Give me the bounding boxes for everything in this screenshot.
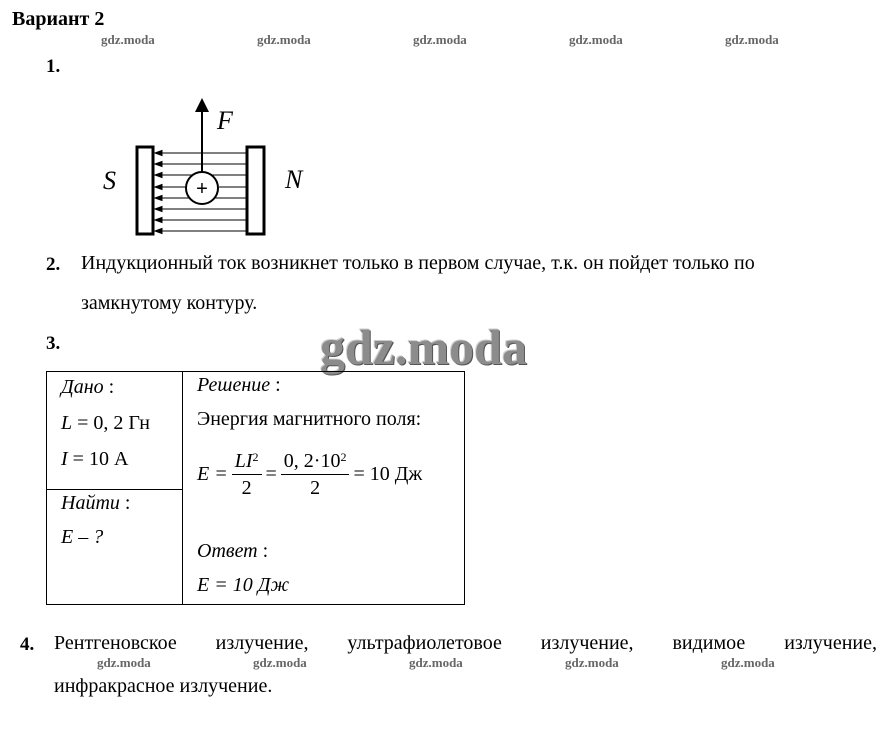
task3-number: 3.	[46, 333, 61, 354]
task2-line1: Индукционный ток возникнет только в первом случае, т.к. он пойдет только по	[81, 252, 755, 274]
answer-header: Ответ	[197, 540, 258, 562]
watermark: gdz.moda	[725, 32, 779, 47]
task4-word: ультрафиолетовое	[347, 632, 502, 654]
find-value: E – ?	[61, 526, 104, 548]
solution-cell: Решение : Энергия магнитного поля: E = $\frac{LI^2}{2}$ = $\frac{0, 2\cdot 10^2}{2}$ = 10 Дж Ответ : E = 10 Дж	[183, 372, 465, 605]
watermark: gdz.moda	[97, 655, 151, 670]
formula-eq: =	[265, 462, 277, 485]
task4-word: излучение,	[215, 632, 309, 654]
formula-num1: LI	[234, 449, 253, 472]
watermark: gdz.moda	[565, 655, 619, 670]
force-arrowhead	[195, 98, 209, 112]
task4-word: излучение,	[540, 632, 634, 654]
task3-table	[46, 371, 465, 605]
magnet-diagram	[95, 92, 320, 242]
formula-den1: 2	[241, 476, 252, 499]
task2-number: 2.	[46, 254, 61, 275]
task4-word: Рентгеновское	[54, 632, 177, 654]
given-cell: Дано : L = 0, 2 Гн I = 10 А	[47, 372, 183, 490]
watermark: gdz.moda	[721, 655, 775, 670]
task1-number: 1.	[46, 56, 61, 77]
current-symbol: +	[196, 178, 208, 200]
big-watermark: gdz.moda	[320, 319, 527, 375]
formula	[197, 444, 464, 504]
watermark: gdz.moda	[413, 32, 467, 47]
watermark: gdz.moda	[569, 32, 623, 47]
watermark: gdz.moda	[409, 655, 463, 670]
formula-num2: 0, 2·10	[283, 449, 341, 472]
given-header: Дано	[61, 376, 104, 398]
task4-word: излучение,	[784, 632, 877, 654]
solution-header: Решение	[197, 374, 271, 396]
task4-number: 4.	[20, 634, 35, 655]
find-header: Найти	[61, 492, 120, 514]
formula-result: = 10 Дж	[353, 462, 423, 485]
task4-word: видимое	[672, 632, 746, 654]
given-I-var: I	[61, 448, 68, 470]
south-pole-bar	[137, 147, 153, 234]
given-I-value: = 10 А	[72, 448, 129, 470]
page-title: Вариант 2	[12, 8, 105, 30]
given-L-var: L	[61, 412, 73, 434]
task2-line2: замкнутому контуру.	[81, 292, 258, 314]
label-south: S	[103, 166, 116, 195]
fraction-2: $\frac{0, 2\cdot 10^2}{2}$	[281, 448, 350, 501]
watermark: gdz.moda	[101, 32, 155, 47]
given-L-value: = 0, 2 Гн	[77, 412, 150, 434]
find-cell: Найти : E – ?	[47, 490, 183, 605]
solution-text: Энергия магнитного поля:	[197, 408, 422, 430]
label-force: F	[217, 106, 233, 135]
label-north: N	[285, 165, 303, 194]
task4-line1	[54, 632, 877, 655]
fraction-1: $\frac{LI^2}{2}$	[232, 448, 262, 501]
watermark: gdz.moda	[257, 32, 311, 47]
answer-value: E = 10 Дж	[197, 574, 290, 596]
formula-den2: 2	[310, 476, 321, 499]
north-pole-bar	[247, 147, 264, 234]
task4-line2: инфракрасное излучение.	[54, 675, 273, 697]
formula-lhs: E =	[197, 462, 228, 485]
watermark: gdz.moda	[253, 655, 307, 670]
